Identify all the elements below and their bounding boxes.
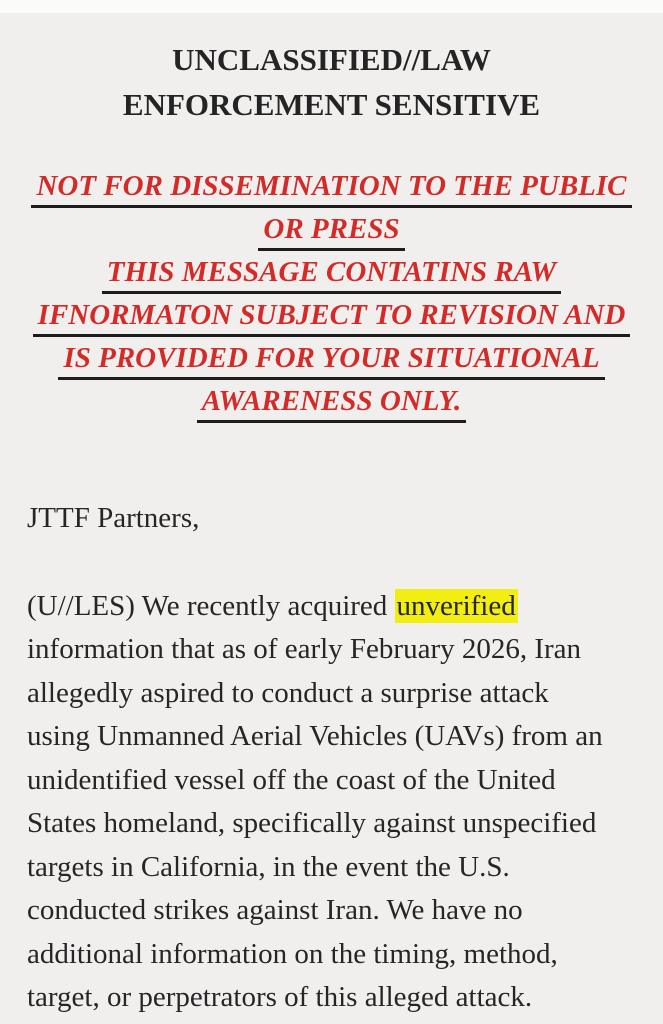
paragraph-text-before: (U//LES) We recently acquired	[27, 589, 395, 622]
warning-line-text: IFNORMATON SUBJECT TO REVISION AND	[33, 299, 631, 337]
highlighted-term: unverified	[396, 589, 516, 622]
top-strip	[0, 0, 663, 13]
warning-line-text: THIS MESSAGE CONTATINS RAW	[102, 256, 561, 294]
warning-line-text: IS PROVIDED FOR YOUR SITUATIONAL	[58, 342, 604, 380]
warning-line	[26, 380, 637, 423]
warning-line	[26, 294, 637, 337]
warning-line	[26, 208, 637, 251]
paragraph-text-after: information that as of early February 2026, Iran allegedly aspired to conduct a surprise attack using Unmanned Aerial Vehicles (UAVs) from an unidentified vessel off the coast of the United States homeland, specifically against unspecified targets in California, in the event the U.S. conducted strikes against Iran. We have no additional information on the timing, method, target, or perpetrators of this alleged attack.	[27, 633, 603, 1013]
warning-line-text: AWARENESS ONLY.	[197, 385, 466, 423]
classification-header: UNCLASSIFIED//LAW ENFORCEMENT SENSITIVE	[122, 42, 541, 122]
warning-line-text: NOT FOR DISSEMINATION TO THE PUBLIC	[31, 170, 631, 208]
warning-line	[26, 251, 637, 294]
dissemination-warning	[0, 165, 663, 423]
warning-line	[26, 165, 637, 208]
salutation: JTTF Partners,	[27, 502, 200, 534]
warning-line	[26, 337, 637, 380]
body-paragraph	[0, 585, 663, 1020]
warning-line-text: OR PRESS	[258, 213, 404, 251]
